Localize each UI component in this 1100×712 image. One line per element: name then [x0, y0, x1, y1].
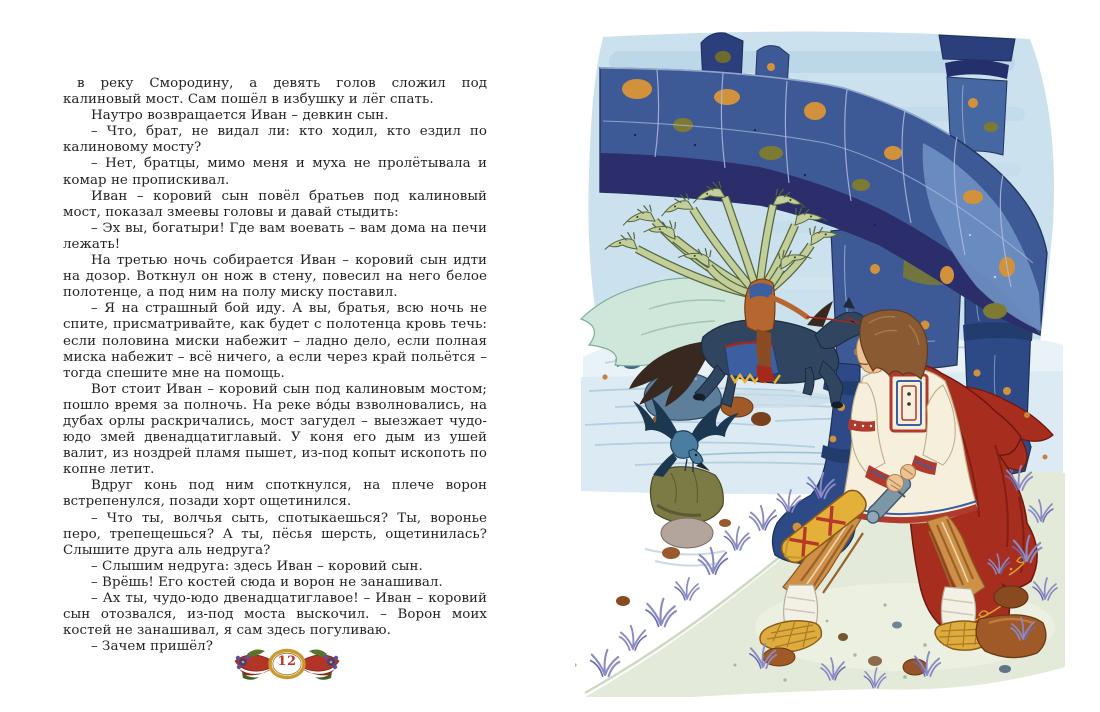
paragraph: – Слышим недруга: здесь Иван – коровий сын. — [91, 558, 423, 574]
paragraph: – Нет, братцы, мимо меня и муха не пролётывала и комар не пропискивал. — [63, 156, 487, 188]
paragraph: – Что ты, волчья сыть, спотыкаешься? Ты, воронье перо, трепещешься? А ты, пёсья шерсть, ощетинилась? Слышите друга аль недруга? — [63, 510, 487, 558]
paragraph: – Эх вы, богатыри! Где вам воевать – вам дома на печи лежать! — [63, 220, 487, 252]
story-illustration — [575, 25, 1072, 697]
paragraph: Вдруг конь под ним споткнулся, на плече ворон встрепенулся, позади хорт ощетинился. — [63, 478, 487, 510]
paragraph: Иван – коровий сын повёл братьев под калиновый мост, показал змеевы головы и давай стыдить: — [63, 188, 487, 220]
paragraph: – Зачем пришёл? — [91, 639, 213, 655]
illustration-canvas — [575, 25, 1072, 697]
page-number: 12 — [277, 654, 297, 669]
paragraph: – Ах ты, чудо-юдо двенадцатиглавое! – Иван – коровий сын отозвался, из-под моста выскочил. – Ворон моих костей не занашивал, я сам здесь погуливаю. — [63, 591, 487, 639]
paragraph: – Что, брат, не видал ли: кто ходил, кто ездил по калиновому мосту? — [63, 124, 487, 156]
story-text — [63, 76, 487, 655]
paragraph: – Я на страшный бой иду. А вы, братья, всю ночь не спите, присматривайте, как будет с полотенца кровь течь: если половина миски набежит – ладно дело, если полная миска набежит – всё ничего, а если через край польётся – тогда спешите мне на помощь. — [63, 301, 487, 381]
ivan-head — [855, 310, 928, 379]
paragraph: в реку Смородину, а девять голов сложил под калиновый мост. Сам пошёл в избушку и лёг спать. — [63, 76, 487, 108]
paragraph: На третью ночь собирается Иван – коровий сын идти на дозор. Воткнул он нож в стену, повесил на него белое полотенце, а под ним на полу миску поставил. — [63, 253, 487, 301]
paragraph: Наутро возвращается Иван – девкин сын. — [91, 108, 389, 124]
paragraph: – Врёшь! Его костей сюда и ворон не занашивал. — [91, 574, 443, 590]
page-ornament — [229, 644, 345, 686]
paragraph: Вот стоит Иван – коровий сын под калиновым мостом; пошло время за полночь. На реке во́ды взволновались, на дубах орлы раскричались, мост загудел – выезжает чудо-юдо змей двенадцатиглавый. У коня его дым из ушей валит, из ноздрей пламя пышет, из-под копыт ископоть по копне летит. — [63, 381, 487, 478]
